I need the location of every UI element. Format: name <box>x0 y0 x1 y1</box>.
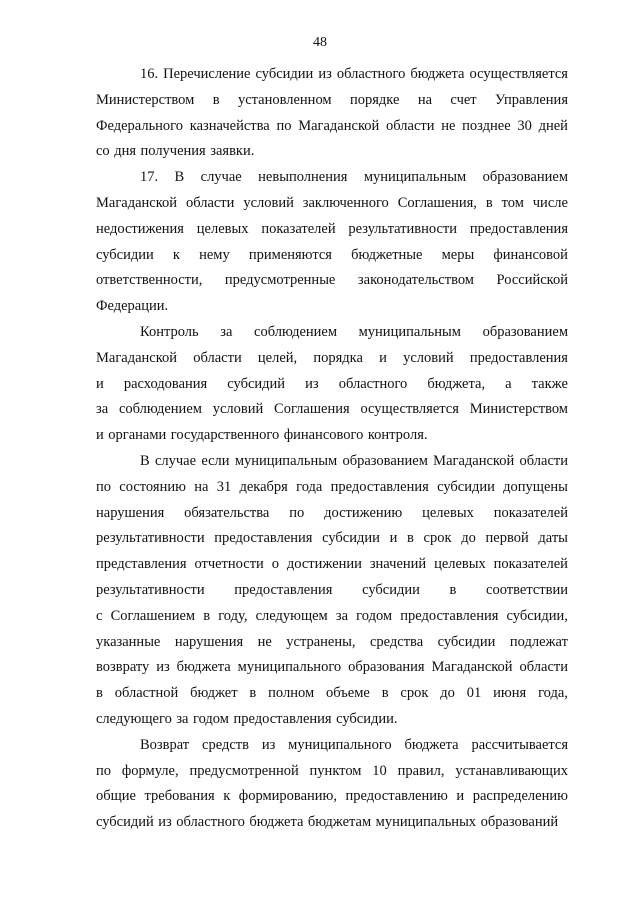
text-line: Министерством в установленном порядке на счет Управления <box>96 91 568 108</box>
text-line: за соблюдением условий Соглашения осуществляется Министерством <box>96 401 568 418</box>
text-line: и расходования субсидий из областного бюджета, а также <box>96 375 568 392</box>
text-line: результативности предоставления субсидии и в срок до первой даты <box>96 530 568 547</box>
paragraph-control <box>96 320 568 449</box>
text-line: недостижения целевых показателей результативности предоставления <box>96 220 568 237</box>
text-line: Магаданской области условий заключенного Соглашения, в том числе <box>96 194 568 211</box>
paragraph-16 <box>96 62 568 165</box>
text-line: В случае если муниципальным образованием Магаданской области <box>140 452 568 469</box>
paragraph-refund <box>96 733 568 836</box>
document-body <box>96 62 568 836</box>
paragraph-17 <box>96 165 568 320</box>
text-line: по состоянию на 31 декабря года предоставления субсидии допущены <box>96 478 568 495</box>
text-line: субсидий из областного бюджета бюджетам муниципальных образований <box>96 814 559 831</box>
text-line: по формуле, предусмотренной пунктом 10 правил, устанавливающих <box>96 762 568 779</box>
text-line: 17. В случае невыполнения муниципальным образованием <box>140 169 568 186</box>
page-number: 48 <box>313 35 327 50</box>
paragraph-violation <box>96 449 568 733</box>
text-line: Федерации. <box>96 298 169 315</box>
text-line: и органами государственного финансового контроля. <box>96 427 428 444</box>
text-line: ответственности, предусмотренные законодательством Российской <box>96 272 568 289</box>
text-line: Магаданской области целей, порядка и условий предоставления <box>96 349 568 366</box>
text-line: Возврат средств из муниципального бюджета рассчитывается <box>140 736 568 753</box>
text-line: нарушения обязательства по достижению целевых показателей <box>96 504 568 521</box>
text-line: в областной бюджет в полном объеме в срок до 01 июня года, <box>96 685 568 702</box>
text-line: с Соглашением в году, следующем за годом предоставления субсидии, <box>96 607 568 624</box>
text-line: 16. Перечисление субсидии из областного бюджета осуществляется <box>140 66 568 82</box>
text-line: общие требования к формированию, предоставлению и распределению <box>96 788 568 805</box>
text-line: следующего за годом предоставления субсидии. <box>96 710 398 727</box>
text-line: представления отчетности о достижении значений целевых показателей <box>96 556 568 573</box>
text-line: результативности предоставления субсидии в соответствии <box>96 581 568 598</box>
text-line: Контроль за соблюдением муниципальным образованием <box>140 323 568 340</box>
text-line: субсидии к нему применяются бюджетные меры финансовой <box>96 246 568 263</box>
text-line: Федерального казначейства по Магаданской области не позднее 30 дней <box>96 117 568 134</box>
text-line: указанные нарушения не устранены, средства субсидии подлежат <box>96 633 568 650</box>
text-line: возврату из бюджета муниципального образования Магаданской области <box>96 659 568 676</box>
text-line: со дня получения заявки. <box>96 143 255 160</box>
